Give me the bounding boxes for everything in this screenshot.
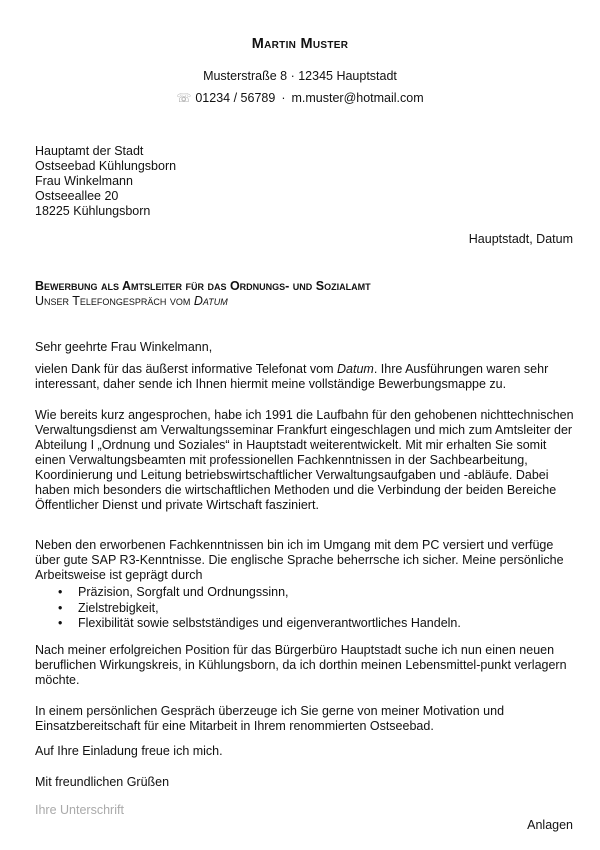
subject-subtitle-prefix: Unser Telefongespräch vom — [35, 294, 194, 308]
contact-separator: · — [281, 91, 286, 105]
recipient-line: Ostseeallee 20 — [35, 189, 119, 203]
paragraph-career: Wie bereits kurz angesprochen, habe ich 1991 die Laufbahn für den gehobenen nichttechnischen Verwaltungsdienst am Verwaltungsseminar Frankfurt eingeschlagen und mich zum Amtsleiter der Abteilung I „Ordnung und Soziales“ in Hauptstadt weiterentwickelt. Mit mir erhalten Sie somit einen Verwaltungsbeamten mit professionellen Fachkenntnissen in der Sachbearbeitung, Koordinierung und Leitung betriebswirtschaftlicher Verwaltungsaufgaben und -abläufe. Dabei haben mich besonders die wirtschaftlichen Methoden und die Verbindung der beiden Bereiche Öffentlicher Dienst und private Wirtschaft fasziniert. — [35, 408, 574, 512]
paragraph-text: . Ihre Ausführungen waren sehr interessant, daher sende ich Ihnen hiermit meine vollständige Bewerbungsmappe zu. — [35, 362, 549, 391]
sender-address: Musterstraße 8 · 12345 Hauptstadt — [203, 69, 397, 83]
paragraph-interview: In einem persönlichen Gespräch überzeuge ich Sie gerne von meiner Motivation und Einsatzbereitschaft für eine Mitarbeit in Ihrem renommierten Ostseebad. — [35, 704, 505, 733]
paragraph-skills: Neben den erworbenen Fachkenntnissen bin ich im Umgang mit dem PC versiert und verfüge über gute SAP R3-Kenntnisse. Die englische Sprache beherrsche ich sicher. Meine persönliche Arbeitsweise ist geprägt durch — [35, 538, 564, 582]
recipient-line: Ostseebad Kühlungsborn — [35, 159, 177, 173]
recipient-address — [35, 144, 176, 219]
qualities-list — [58, 585, 461, 632]
phone-icon: ☏ — [176, 91, 192, 105]
recipient-line: Hauptamt der Stadt — [35, 144, 144, 158]
sender-email: m.muster@hotmail.com — [291, 91, 424, 105]
paragraph-motivation: Nach meiner erfolgreichen Position für das Bürgerbüro Hauptstadt suche ich nun einen neuen beruflichen Wirkungskreis, in Kühlungsborn, da ich dorthin meinen Lebensmittel-punkt verlagern möchte. — [35, 643, 567, 687]
attachments-label: Anlagen — [527, 818, 573, 832]
subject-subtitle — [35, 294, 228, 308]
subject-subtitle-date: Datum — [193, 294, 228, 308]
sender-phone: 01234 / 56789 — [195, 91, 276, 105]
list-item: • Präzision, Sorgfalt und Ordnungssinn, — [58, 585, 461, 601]
subject-title: Bewerbung als Amtsleiter für das Ordnungs- und Sozialamt — [35, 279, 371, 293]
recipient-line: Frau Winkelmann — [35, 174, 133, 188]
paragraph-text: vielen Dank für das äußerst informative Telefonat vom — [35, 362, 337, 376]
sender-contact — [0, 91, 600, 105]
list-item: • Zielstrebigkeit, — [58, 601, 461, 617]
paragraph-thanks — [35, 362, 575, 392]
signature-placeholder: Ihre Unterschrift — [35, 803, 124, 817]
salutation: Sehr geehrte Frau Winkelmann, — [35, 340, 213, 354]
sender-name: Martin Muster — [251, 36, 349, 52]
closing: Mit freundlichen Grüßen — [35, 775, 170, 789]
recipient-line: 18225 Kühlungsborn — [35, 204, 151, 218]
paragraph-invitation: Auf Ihre Einladung freue ich mich. — [35, 744, 223, 758]
list-item: • Flexibilität sowie selbstständiges und eigenverantwortliches Handeln. — [58, 616, 461, 632]
date-placeholder: Datum — [337, 362, 374, 376]
place-date: Hauptstadt, Datum — [468, 232, 573, 246]
